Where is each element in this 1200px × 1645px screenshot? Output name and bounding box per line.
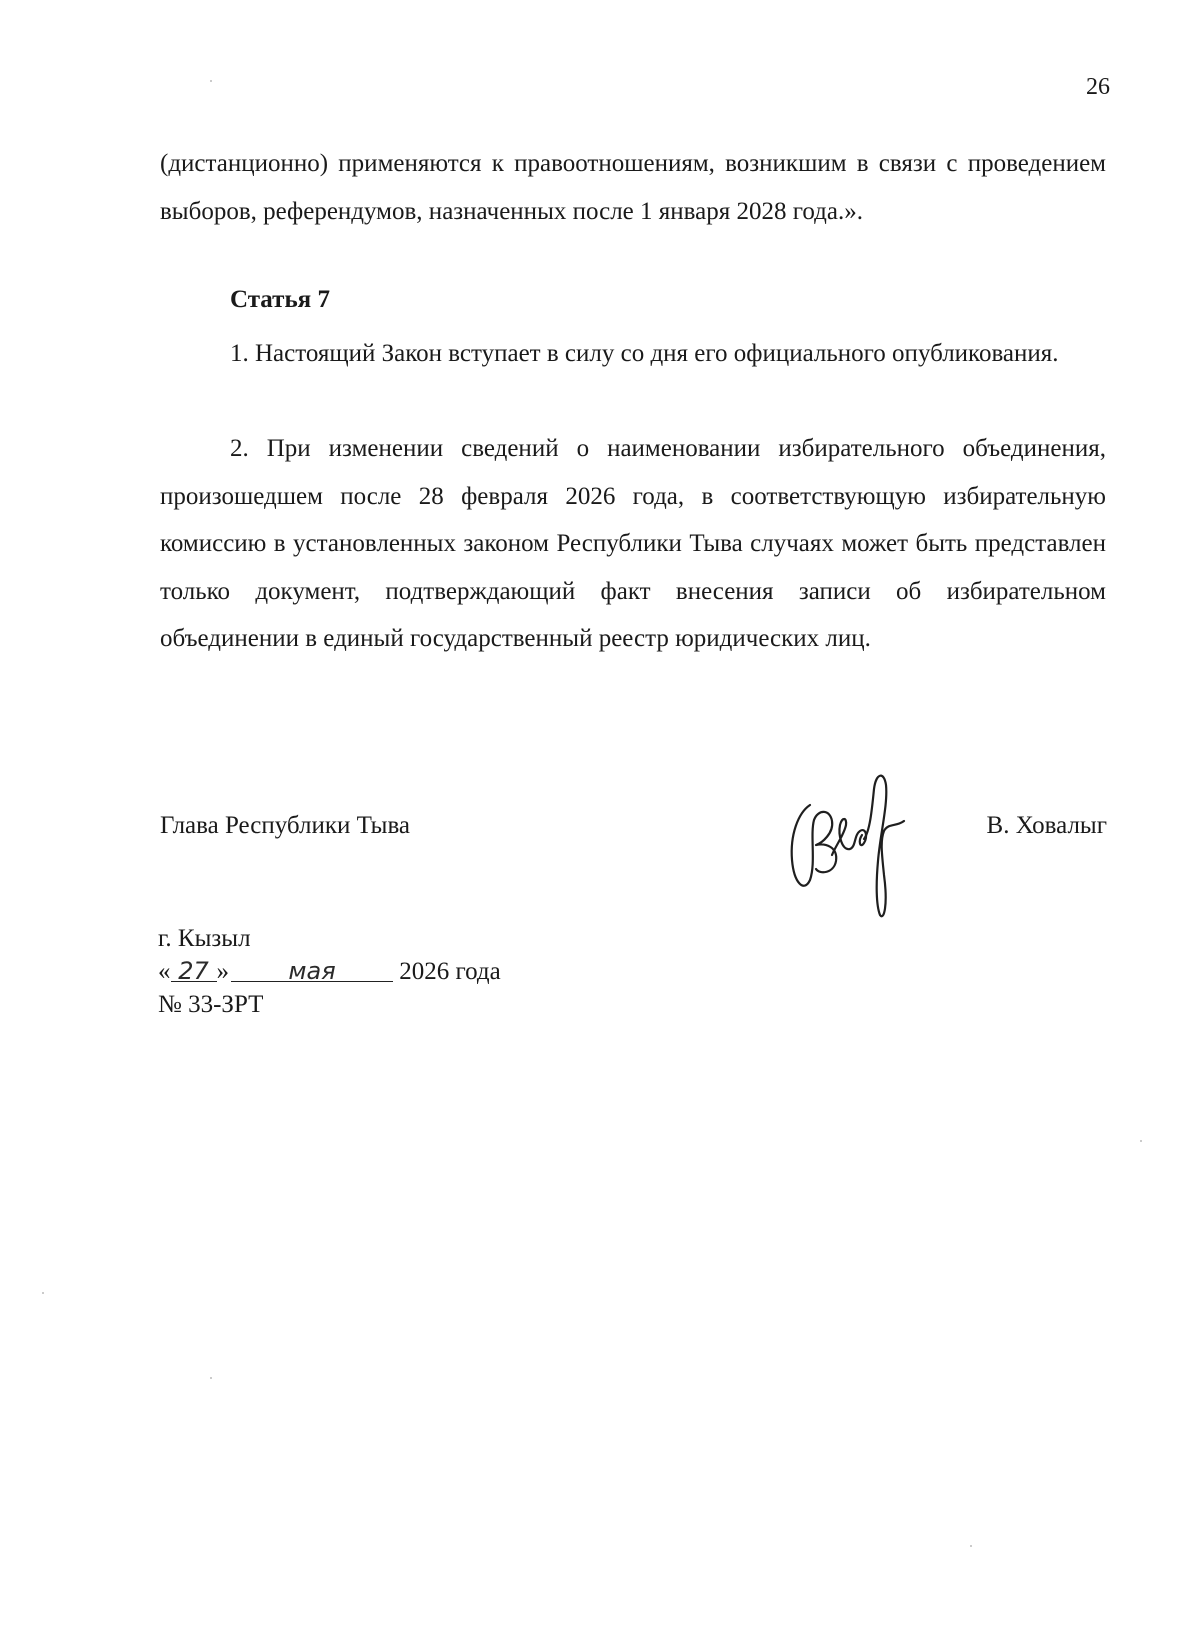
scan-speck	[210, 1377, 212, 1379]
quote-open: «	[158, 958, 171, 985]
date-line	[158, 955, 501, 988]
signatory-name: В. Ховалыг	[986, 812, 1107, 839]
scan-speck	[210, 80, 212, 82]
place-date-block	[158, 922, 501, 1021]
scan-speck	[970, 1545, 972, 1547]
handwritten-signature	[780, 765, 910, 920]
page-number: 26	[1086, 74, 1110, 100]
handwritten-day: 27	[178, 957, 209, 985]
scan-speck	[42, 1292, 44, 1294]
year-text: 2026 года	[399, 958, 501, 985]
city-label: г. Кызыл	[158, 925, 251, 952]
law-number: № 33-ЗРТ	[158, 991, 264, 1018]
article-paragraph-2: 2. При изменении сведений о наименовании избирательного объединения, произошедшем после 28 февраля 2026 года, в соответствующую избирательную комиссию в установленных законом Республики Тыва случаях может быть представлен только документ, подтверждающий факт внесения записи об избирательном объединении в единый государственный реестр юридических лиц.	[160, 435, 1106, 652]
quote-close: »	[216, 958, 229, 985]
continuation-paragraph: (дистанционно) применяются к правоотношениям, возникшим в связи с проведением выборов, референдумов, назначенных после 1 января 2028 года.».	[160, 150, 1106, 225]
month-blank	[231, 955, 393, 985]
day-blank	[171, 955, 217, 985]
scan-speck	[1140, 1140, 1142, 1142]
article-paragraph-1: 1. Настоящий Закон вступает в силу со дня его официального опубликования.	[230, 340, 1059, 367]
article-heading: Статья 7	[230, 286, 330, 313]
handwritten-month: мая	[288, 957, 336, 985]
signatory-title: Глава Республики Тыва	[160, 812, 411, 839]
